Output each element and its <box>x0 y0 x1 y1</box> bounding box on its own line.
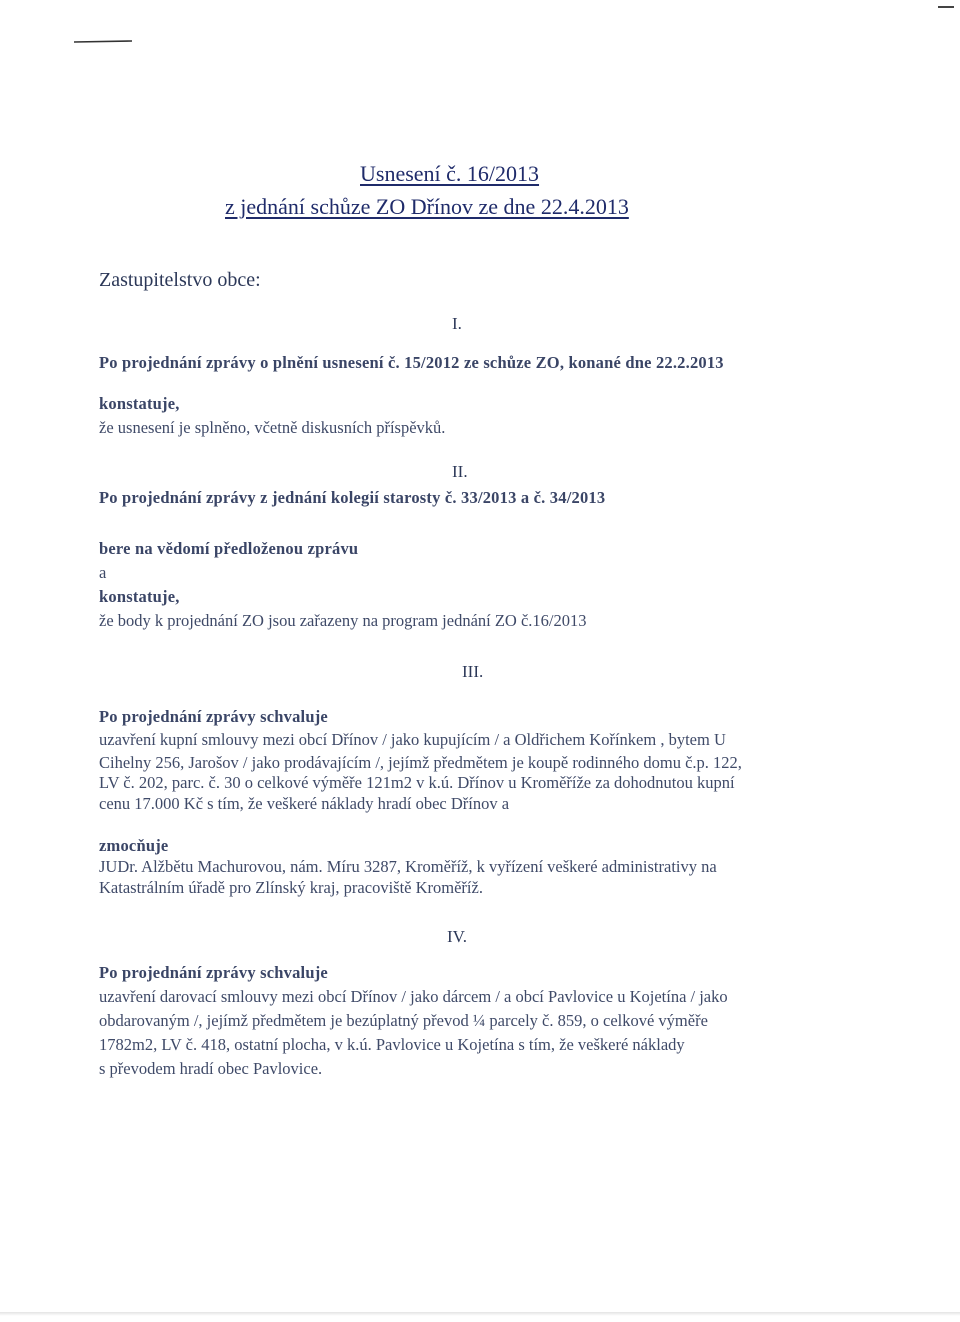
resolution-verb: konstatuje, <box>99 587 180 606</box>
scan-edge-mark <box>938 6 954 8</box>
section-intro: Po projednání zprávy z jednání kolegií starosty č. 33/2013 a č. 34/2013 <box>99 488 606 507</box>
resolution-text: obdarovaným /, jejímž předmětem je bezúplatný převod ¼ parcely č. 859, o celkové výměře <box>99 1011 708 1030</box>
resolution-verb: konstatuje, <box>99 394 180 413</box>
resolution-text: s převodem hradí obec Pavlovice. <box>99 1059 323 1078</box>
resolution-text: Katastrálním úřadě pro Zlínský kraj, pracoviště Kroměříž. <box>99 878 483 897</box>
section-number: II. <box>452 462 468 481</box>
resolution-text: uzavření darovací smlouvy mezi obcí Dřínov / jako dárcem / a obcí Pavlovice u Kojetína / jako <box>99 987 728 1006</box>
section-number: IV. <box>447 927 467 946</box>
resolution-text: cenu 17.000 Kč s tím, že veškeré náklady hradí obec Dřínov a <box>99 794 510 813</box>
resolution-text: že body k projednání ZO jsou zařazeny na program jednání ZO č.16/2013 <box>99 611 587 630</box>
section-number: I. <box>452 314 462 333</box>
resolution-text: Cihelny 256, Jarošov / jako prodávajícím /, jejímž předmětem je koupě rodinného domu č.p. 122, <box>99 753 742 772</box>
section-intro: Po projednání zprávy o plnění usnesení č. 15/2012 ze schůze ZO, konané dne 22.2.2013 <box>99 353 724 372</box>
document-subtitle: z jednání schůze ZO Dřínov ze dne 22.4.2013 <box>225 194 629 219</box>
resolution-verb: zmocňuje <box>99 836 169 855</box>
conjunction: a <box>99 563 107 582</box>
resolution-verb: bere na vědomí předloženou zprávu <box>99 539 359 558</box>
document-title: Usnesení č. 16/2013 <box>360 161 540 186</box>
section-intro: Po projednání zprávy schvaluje <box>99 707 328 726</box>
scan-mark <box>74 40 132 44</box>
scan-bottom-edge <box>0 1312 960 1316</box>
resolution-text: uzavření kupní smlouvy mezi obcí Dřínov / jako kupujícím / a Oldřichem Kořínkem , bytem U <box>99 730 726 749</box>
section-number: III. <box>462 662 484 681</box>
resolution-text: JUDr. Alžbětu Machurovou, nám. Míru 3287, Kroměříž, k vyřízení veškeré administrativy na <box>99 857 717 876</box>
resolution-text: že usnesení je splněno, včetně diskusních příspěvků. <box>99 418 446 437</box>
resolution-text: 1782m2, LV č. 418, ostatní plocha, v k.ú. Pavlovice u Kojetína s tím, že veškeré náklady <box>99 1035 685 1054</box>
resolution-text: LV č. 202, parc. č. 30 o celkové výměře 121m2 v k.ú. Dřínov u Kroměříže za dohodnutou kupní <box>99 773 735 792</box>
council-heading: Zastupitelstvo obce: <box>99 269 261 291</box>
section-intro: Po projednání zprávy schvaluje <box>99 963 328 982</box>
